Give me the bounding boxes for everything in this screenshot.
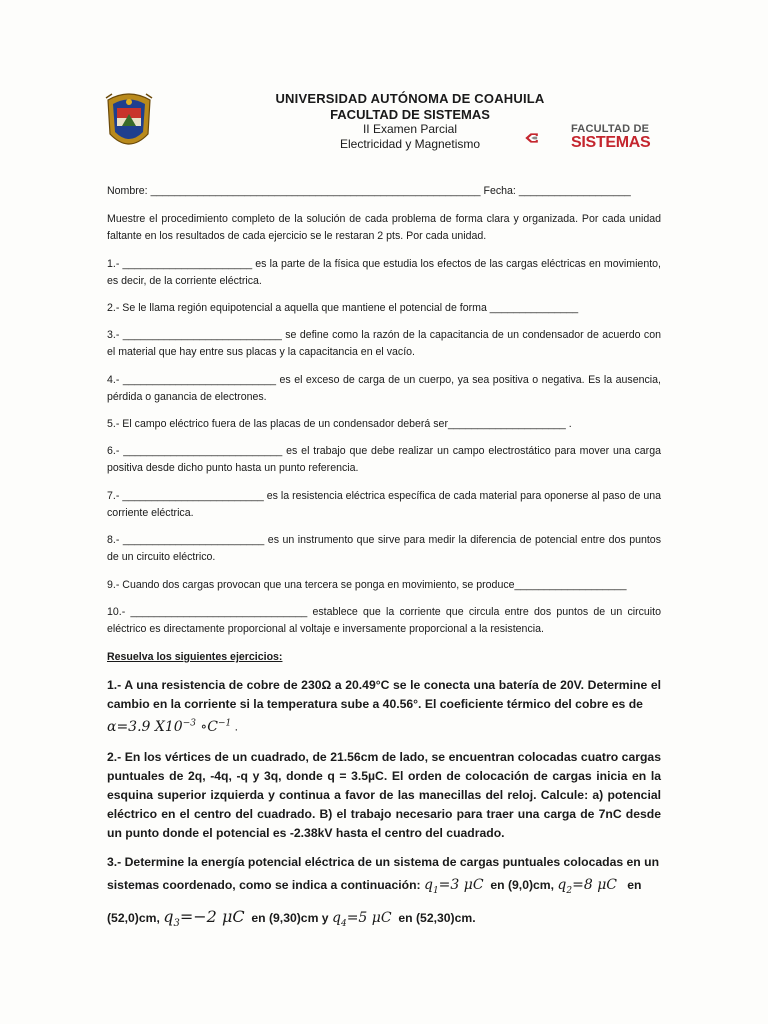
exam-title: II Examen Parcial — [362, 122, 458, 136]
coef-exp: −3 — [182, 718, 196, 728]
q4-value: =5 μC — [346, 909, 392, 926]
university-name: UNIVERSIDAD AUTÓNOMA DE COAHUILA — [275, 91, 545, 106]
faculty-name: FACULTAD DE SISTEMAS — [330, 107, 490, 122]
exercise-3 — [107, 853, 661, 934]
fecha-line: ___________________ — [518, 185, 631, 197]
charge-q1 — [423, 877, 484, 896]
exercise-3-text-b: en (9,0)cm, — [490, 878, 555, 892]
faculty-logo-icon — [524, 122, 570, 154]
university-seal-icon — [104, 90, 154, 152]
exercises-heading: Resuelva los siguientes ejercicios: — [107, 651, 283, 663]
q1-sub: 1 — [432, 885, 439, 896]
exercise-1-coefficient — [107, 719, 231, 735]
q3-value: =−2 μC — [179, 906, 245, 926]
question-8: 8.- ________________________ es un instrumento que sirve para medir la diferencia de potencial entre dos puntos de un circuito eléctrico. — [107, 534, 661, 563]
q2-symbol: q — [557, 877, 567, 893]
coef-unit-exp: −1 — [218, 718, 232, 728]
instructions: Muestre el procedimiento completo de la solución de cada problema de forma clara y organizada. Por cada unidad faltante en los resultados de cada ejercicio se le restaran 2 pts. Por cada unidad. — [107, 213, 661, 242]
question-5: 5.- El campo eléctrico fuera de las placas de un condensador deberá ser____________________ . — [107, 418, 572, 430]
question-6: 6.- ___________________________ es el trabajo que debe realizar un campo electrostático para mover una carga positiva desde dicho punto hasta un punto referencia. — [107, 445, 661, 474]
exercise-3-line-3 — [107, 907, 661, 934]
q4-sub: 4 — [340, 918, 347, 929]
charge-q4 — [331, 909, 392, 929]
name-date-row — [107, 183, 661, 200]
nombre-label: Nombre: — [107, 185, 148, 197]
q1-value: =3 μC — [438, 877, 484, 893]
question-7: 7.- ________________________ es la resistencia eléctrica específica de cada material para oponerse al paso de una corriente eléctrica. — [107, 490, 661, 519]
exercise-3-text-c: en — [627, 878, 642, 892]
exercise-1-text: 1.- A una resistencia de cobre de 230Ω a 20.49°C se le conecta una batería de 20V. Determine el cambio en la corriente si la temperatura sube a 40.56°. El coeficiente térmico del cobre es de — [107, 678, 661, 711]
q2-value: =8 μC — [572, 877, 618, 893]
question-1: 1.- ______________________ es la parte de la física que estudia los efectos de las cargas eléctricas en movimiento, es decir, de la corriente eléctrica. — [107, 258, 661, 287]
exercise-3-line-1: 3.- Determine la energía potencial eléctrica de un sistema de cargas puntuales colocadas en un — [107, 855, 660, 869]
coef-unit: ∘C — [195, 718, 218, 735]
exercise-2: 2.- En los vértices de un cuadrado, de 21.56cm de lado, se encuentran colocadas cuatro cargas puntuales de 2q, -4q, -q y 3q, donde q = 3.5µC. El orden de colocación de cargas inicia en la esquina superior izquierda y continua a favor de las manecillas del reloj. Calcule: a) potencial eléctrico en el centro del cuadrado. B) el trabajo necesario para traer una carga de 7nC desde un punto donde el potencial es -2.38kV hasta el centro del cuadrado. — [107, 750, 661, 840]
faculty-logo-text — [571, 124, 671, 150]
subject-name: Electricidad y Magnetismo — [339, 137, 481, 151]
exercise-3-text-d: (52,0)cm, — [107, 910, 160, 925]
question-3: 3.- ___________________________ se define como la razón de la capacitancia de un condensador de acuerdo con el material que hay entre sus placas y la capacitancia en el vacío. — [107, 329, 661, 358]
exercise-1 — [107, 676, 661, 737]
q3-symbol: q — [163, 906, 174, 926]
q2-sub: 2 — [566, 885, 573, 896]
exercise-3-line-2 — [107, 876, 661, 901]
question-2: 2.- Se le llama región equipotencial a aquella que mantiene el potencial de forma _______________ — [107, 302, 579, 314]
logo-line-1: FACULTAD DE — [571, 123, 650, 135]
exercise-1-end: . — [234, 719, 239, 734]
logo-line-2: SISTEMAS — [571, 134, 651, 151]
exercise-3-text-f: en (52,30)cm. — [398, 910, 476, 925]
nombre-line: ________________________________________________________ — [150, 185, 481, 197]
question-4: 4.- __________________________ es el exceso de carga de un cuerpo, ya sea positiva o negativa. Es la ausencia, pérdida o ganancia de electrones. — [107, 374, 661, 403]
q1-symbol: q — [423, 877, 433, 893]
charge-q3 — [163, 906, 245, 929]
question-9: 9.- Cuando dos cargas provocan que una tercera se ponga en movimiento, se produce___________________ — [107, 579, 627, 591]
q4-symbol: q — [331, 909, 341, 926]
exercise-3-text-e: en (9,30)cm y — [251, 910, 329, 925]
charge-q2 — [557, 877, 618, 896]
exercise-3-text-a: sistemas coordenado, como se indica a continuación: — [107, 878, 421, 892]
fecha-label: Fecha: — [483, 185, 516, 197]
question-10: 10.- ______________________________ establece que la corriente que circula entre dos puntos de un circuito eléctrico es directamente proporcional al voltaje e inversamente proporcional a la resistencia. — [107, 606, 661, 635]
q3-sub: 3 — [173, 917, 180, 929]
coef-base: α=3.9 X10 — [107, 718, 183, 735]
